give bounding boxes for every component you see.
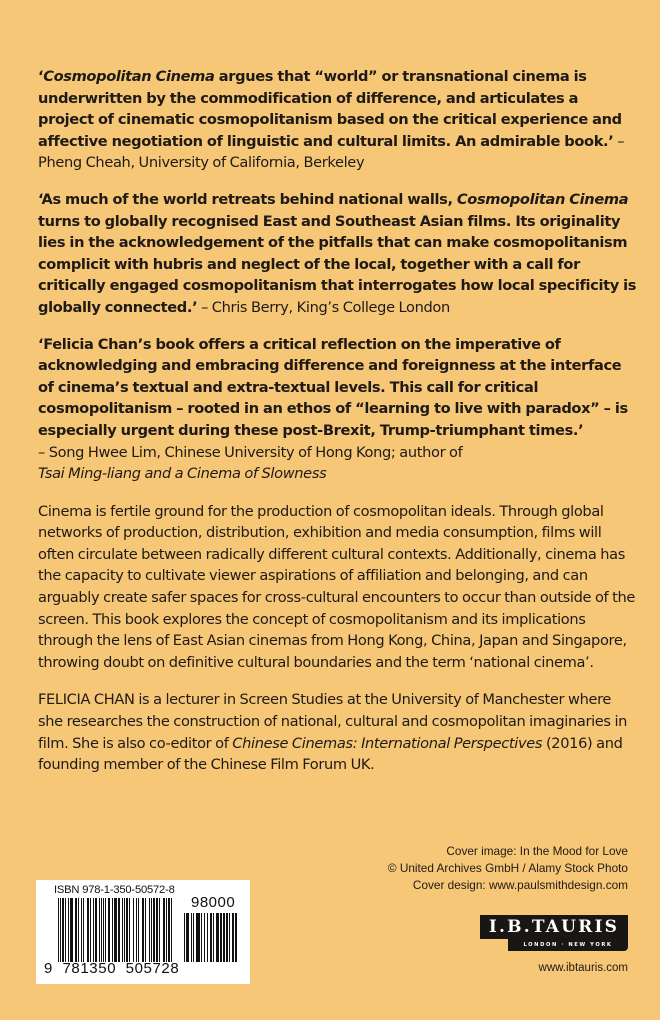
publisher-logo [480, 915, 628, 953]
quote-body: turns to globally recognised East and Southeast Asian films. Its originality lies in the acknowledgement of the pitfalls that can make cosmopolitanism complicit with hubris and neglect of the local, together with a call for critically engaged cosmopolitanism that interrogates how local specificity is globally connected.’ [38, 212, 637, 316]
publisher-name: I.B.TAURIS [480, 915, 628, 939]
copyright-credit: © United Archives GmbH / Alamy Stock Photo [387, 861, 628, 875]
endorsement-2 [38, 189, 638, 319]
bio-text: FELICIA CHAN is a lecturer in Screen Studies at the University of Manchester where she researches the construction of national, cultural and cosmopolitan imaginaries in film. She is also co-editor of [38, 691, 628, 752]
isbn-label: ISBN 978-1-350-50572-8 [54, 884, 175, 896]
cover-image-credit: Cover image: In the Mood for Love [446, 844, 628, 858]
endorsement-1-quote [38, 68, 622, 150]
publisher-cities: LONDON · NEW YORK [508, 939, 628, 951]
endorsement-1 [38, 66, 638, 174]
book-description: Cinema is fertile ground for the production of cosmopolitan ideals. Through global networks of production, distribution, exhibition and media consumption, films will often circulate between radically different cultural contexts. Additionally, cinema has the capacity to cultivate viewer aspirations of affiliation and belonging, and can arguably create safer spaces for cross-cultural encounters to occur than outside of the screen. This book explores the concept of cosmopolitanism and its implications through the lens of East Asian cinemas from Hong Kong, China, Japan and Singapore, throwing doubt on definitive cultural boundaries and the term ‘national cinema’. [38, 502, 636, 671]
quote-pre: ‘As much of the world retreats behind national walls, [38, 190, 457, 208]
price-addon-digits: 98000 [191, 894, 236, 911]
endorsement-2-attribution: – Chris Berry, King’s College London [197, 298, 450, 316]
addon-barcode-bars [184, 913, 238, 962]
cover-credits [388, 843, 628, 894]
endorsement-1-attribution: – Pheng Cheah, University of California, Berkeley [38, 132, 625, 172]
book-title: Cosmopolitan Cinema [43, 68, 215, 85]
endorsement-3-attribution: – Song Hwee Lim, Chinese University of Hong Kong; author of [38, 443, 463, 461]
endorsement-3 [38, 334, 638, 485]
publisher-website: www.ibtauris.com [538, 962, 628, 974]
endorsement-3-quote: ‘Felicia Chan’s book offers a critical reflection on the imperative of acknowledging and embracing difference and foreignness at the interface of cinema’s textual and extra-textual levels. This call for critical cosmopolitanism – rooted in an ethos of “learning to live with paradox” – is especially urgent during these post-Brexit, Trump-triumphant times.’ [38, 335, 628, 439]
ean-digits: 9 781350 505728 [44, 960, 180, 977]
bio-text-end: (2016) and founding member of the Chinese Film Forum UK. [38, 734, 623, 774]
back-cover-text [38, 66, 638, 776]
ean-barcode-bars [58, 898, 174, 962]
endorsement-2-quote [38, 191, 636, 316]
endorsement-3-book-title: Tsai Ming-liang and a Cinema of Slowness [38, 465, 327, 483]
bio-book-title: Chinese Cinemas: International Perspectives [232, 734, 543, 752]
isbn-barcode [36, 880, 250, 984]
cover-design-credit: Cover design: www.paulsmithdesign.com [412, 878, 628, 892]
quote-body: argues that “world” or transnational cinema is underwritten by the commodification of difference, and articulates a project of cinematic cosmopolitanism based on the critical experience and affective negotiation of linguistic and cultural limits. An admirable book.’ [38, 68, 622, 150]
quote-mark: ‘ [38, 68, 44, 85]
author-bio [38, 689, 638, 775]
book-title: Cosmopolitan Cinema [456, 190, 629, 208]
